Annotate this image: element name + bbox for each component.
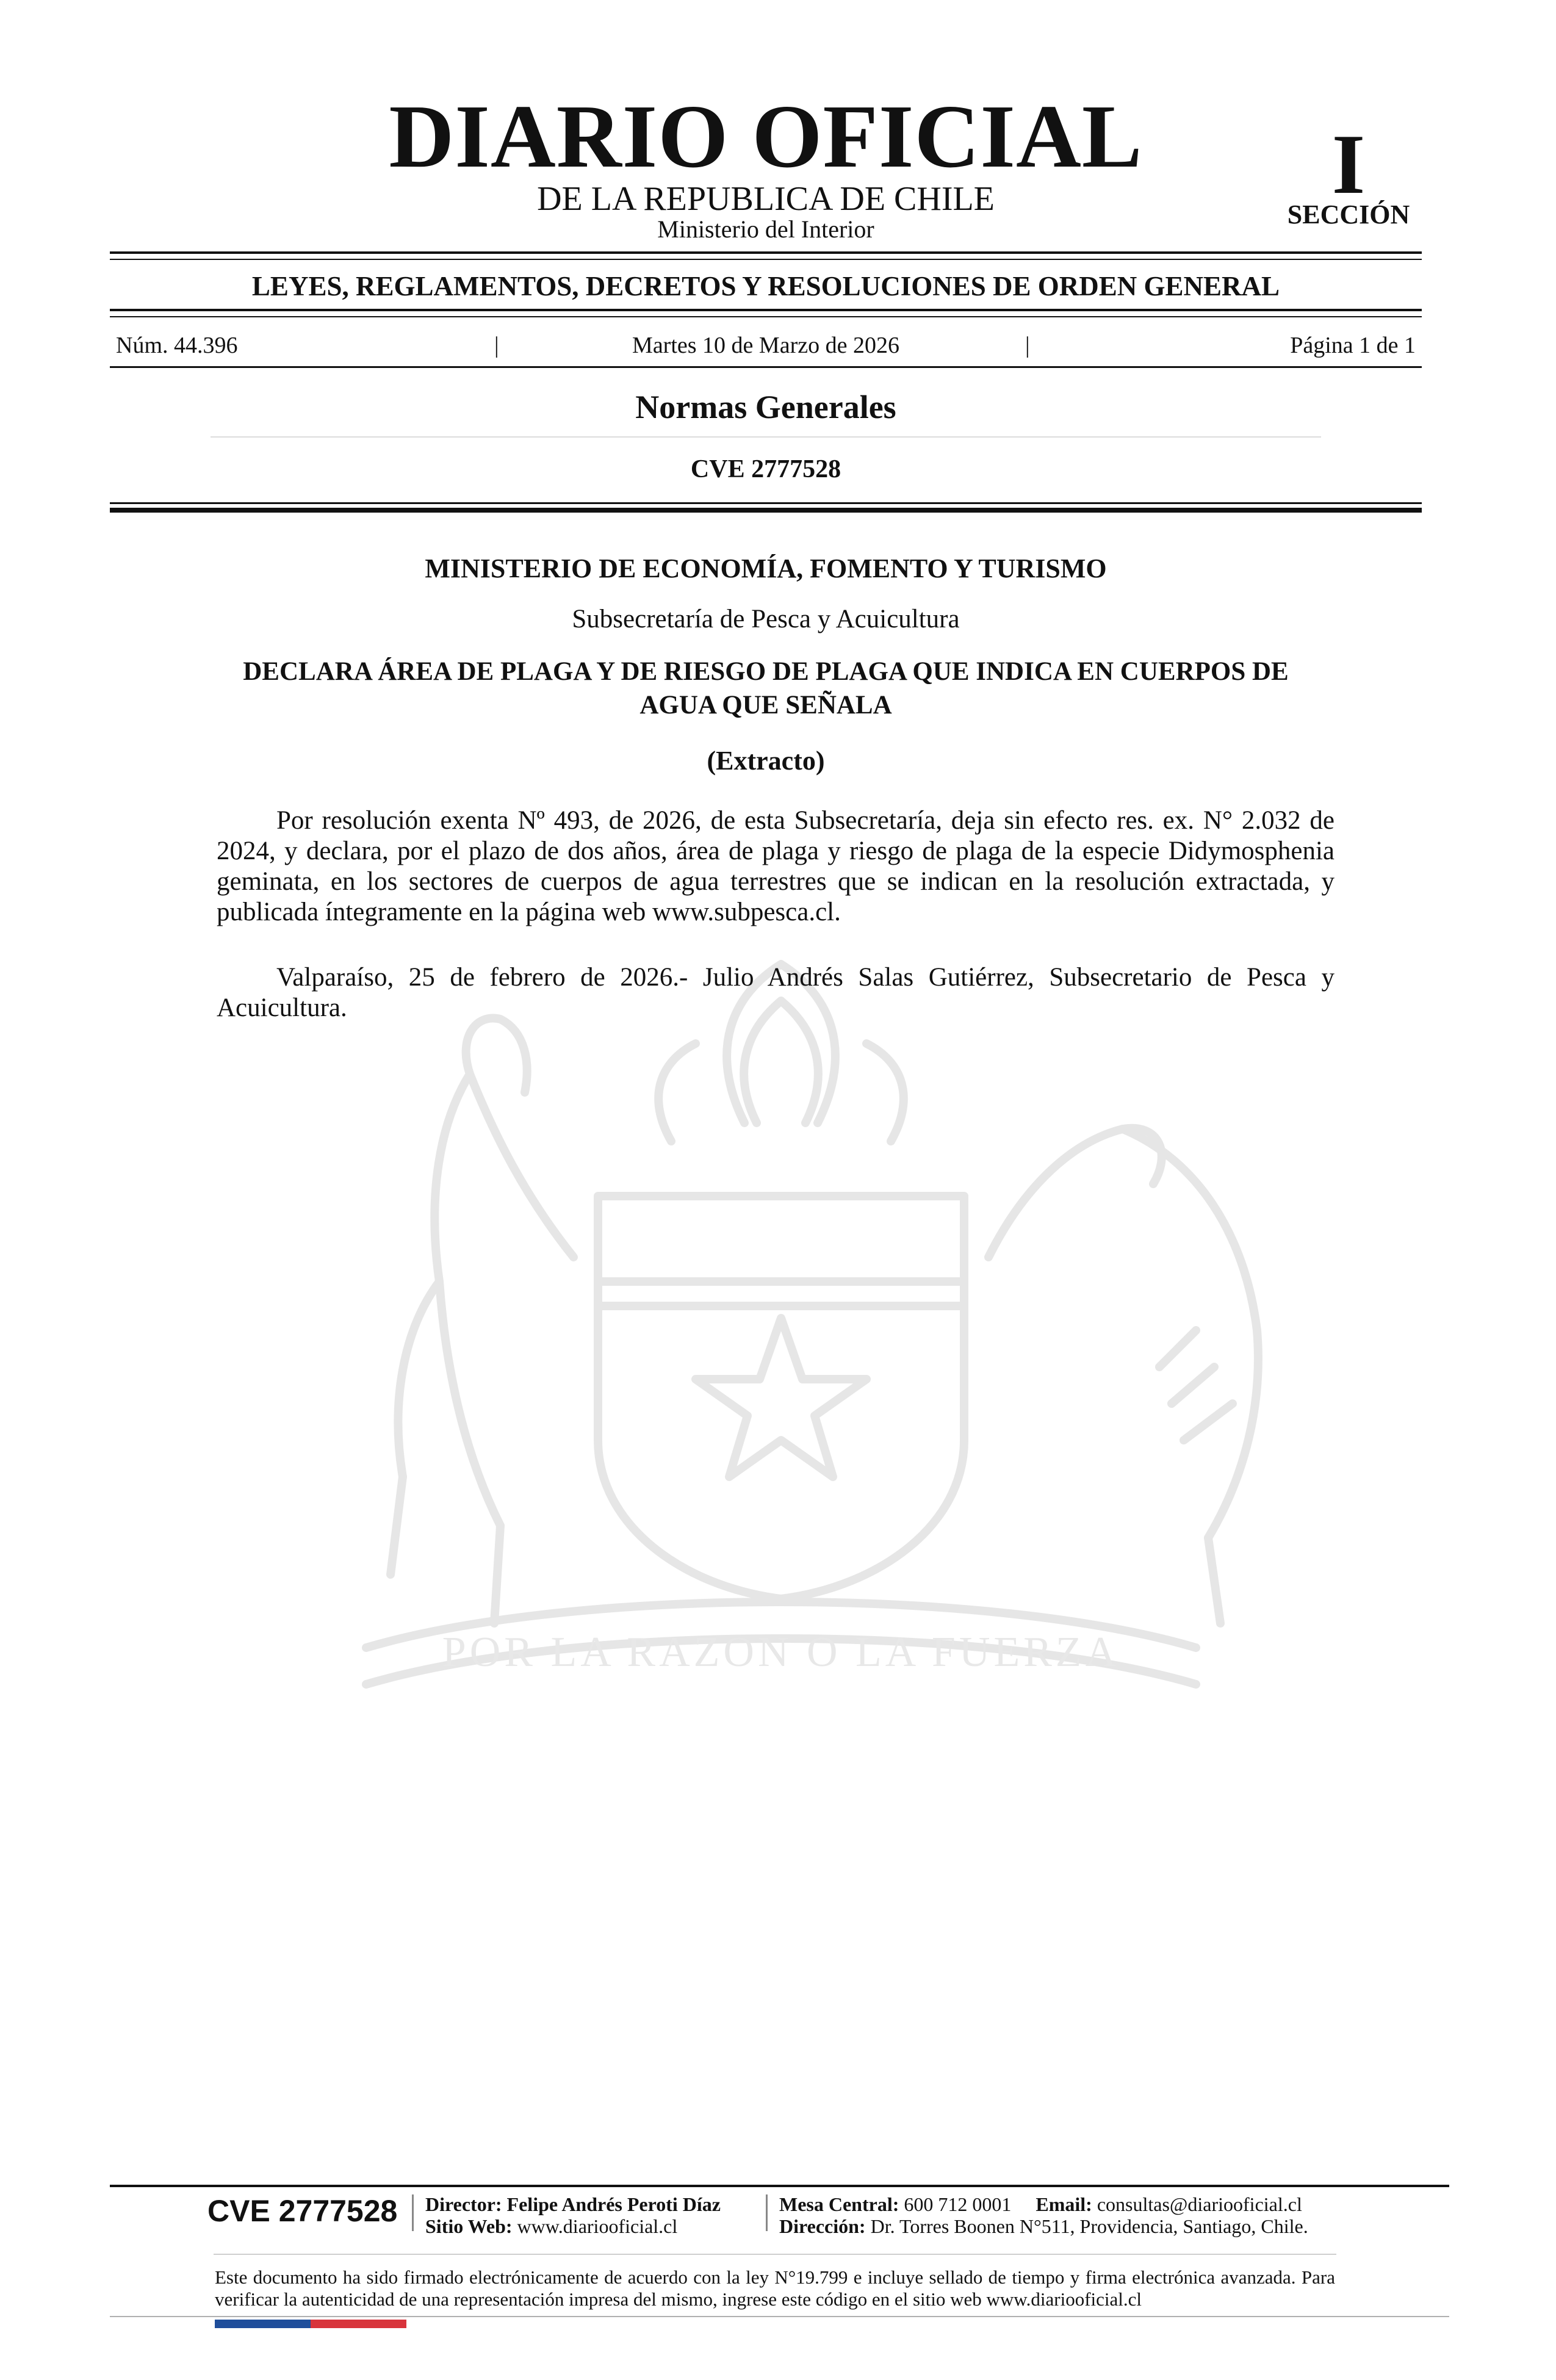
ministry-heading: MINISTERIO DE ECONOMÍA, FOMENTO Y TURISMO: [425, 554, 1107, 583]
masthead-subtitle: DE LA REPUBLICA DE CHILE: [537, 180, 995, 218]
footer-director-label: Director:: [425, 2193, 502, 2215]
subsecretaria-heading: Subsecretaría de Pesca y Acuicultura: [572, 605, 960, 633]
section-heading-rule: [211, 436, 1321, 438]
category-rule-bottom: [110, 316, 1422, 317]
section-heading: Normas Generales: [635, 389, 896, 425]
issue-date: Martes 10 de Marzo de 2026: [632, 333, 899, 358]
flag-stripe-red: [311, 2320, 406, 2328]
category-rule-top: [110, 309, 1422, 311]
issue-separator: |: [494, 333, 499, 358]
cve-code: CVE 2777528: [690, 455, 841, 483]
flag-stripe-blue: [215, 2320, 311, 2328]
header-rule-bottom: [110, 508, 1422, 513]
category-heading: LEYES, REGLAMENTOS, DECRETOS Y RESOLUCIONES DE ORDEN GENERAL: [251, 271, 1280, 301]
footer-director: [425, 2193, 721, 2215]
decree-title: DECLARA ÁREA DE PLAGA Y DE RIESGO DE PLAGA QUE INDICA EN CUERPOS DE AGUA QUE SEÑALA: [243, 657, 1289, 719]
footer-divider: [766, 2194, 768, 2231]
footer-website: [425, 2215, 677, 2237]
header-rule-top: [110, 502, 1422, 504]
watermark-motto: POR LA RAZON O LA FUERZA: [442, 1629, 1120, 1676]
footer-verification-note: Este documento ha sido firmado electrónicamente de acuerdo con la ley N°19.799 e incluye sellado de tiempo y firma electrónica avanzada. Para verificar la autenticidad de una representación impresa del mismo, ingrese este código en el sitio web www.diariooficial.cl: [215, 2266, 1335, 2310]
footer-address-label: Dirección:: [779, 2215, 866, 2237]
masthead-ministry: Ministerio del Interior: [657, 215, 874, 243]
footer-rule: [110, 2185, 1449, 2187]
footer-rule: [110, 2316, 1449, 2317]
footer-email-link[interactable]: consultas@diariooficial.cl: [1097, 2193, 1302, 2215]
footer-website-link[interactable]: www.diariooficial.cl: [517, 2215, 678, 2237]
body-paragraph: Por resolución exenta Nº 493, de 2026, de esta Subsecretaría, deja sin efecto res. ex. N° 2.032 de 2024, y declara, por el plazo de dos años, área de plaga y riesgo de plaga de la especie Didymosphenia geminata, en los sectores de cuerpos de agua terrestres que se indican en la resolución extractada, y publicada íntegramente en la página web www.subpesca.cl.: [217, 806, 1334, 926]
coat-of-arms-icon: [207, 940, 1355, 1733]
issue-rule: [110, 366, 1422, 368]
footer-rule: [214, 2254, 1336, 2255]
footer-email-label: Email:: [1036, 2193, 1092, 2215]
footer-address-value: Dr. Torres Boonen N°511, Providencia, Santiago, Chile.: [870, 2215, 1308, 2237]
footer-contact: [779, 2193, 1302, 2215]
footer-director-value: Felipe Andrés Peroti Díaz: [506, 2193, 721, 2215]
masthead-title: DIARIO OFICIAL: [389, 87, 1143, 187]
issue-page: Página 1 de 1: [1290, 333, 1416, 358]
section-number: I: [1331, 117, 1366, 212]
issue-separator: |: [1025, 333, 1030, 358]
footer-address: [779, 2215, 1308, 2237]
footer-phone-value: 600 712 0001: [904, 2193, 1012, 2215]
masthead-rule-bottom: [110, 259, 1422, 260]
issue-number: Núm. 44.396: [116, 333, 238, 358]
footer-divider: [412, 2194, 414, 2231]
footer-phone-label: Mesa Central:: [779, 2193, 899, 2215]
footer-website-label: Sitio Web:: [425, 2215, 513, 2237]
section-label: SECCIÓN: [1287, 200, 1410, 229]
signature-paragraph: Valparaíso, 25 de febrero de 2026.- Julio Andrés Salas Gutiérrez, Subsecretario de Pesca y Acuicultura.: [217, 963, 1334, 1022]
masthead-rule-top: [110, 251, 1422, 254]
extracto-label: (Extracto): [707, 746, 825, 776]
footer-cve-code: CVE 2777528: [207, 2194, 398, 2228]
